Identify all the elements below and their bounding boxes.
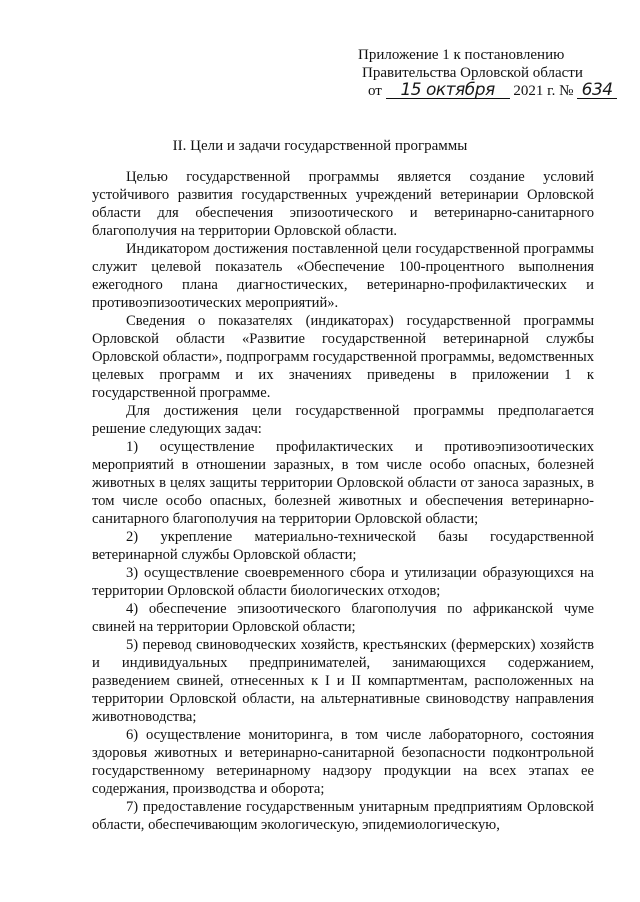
date-number-line (354, 80, 613, 100)
task-item: 6) осуществление мониторинга, в том числе лабораторного, состояния здоровья животных и ветеринарно-санитарной безопасности подконтрольной государственному ветеринарному надзору продукции на всех этапах ее содержания, производства и оборота; (92, 727, 594, 797)
task-item: 5) перевод свиноводческих хозяйств, крестьянских (фермерских) хозяйств и индивидуальных предпринимателей, занимающихся содержанием, разведением свиней, отнесенных к I и II компартментам, расположенных на территории Орловской области, на альтернативные свиноводству направления животноводства; (92, 637, 594, 725)
government-line: Правительства Орловской области (362, 65, 583, 81)
task-item: 2) укрепление материально-технической базы государственной ветеринарной службы Орловской области; (92, 529, 594, 563)
handwritten-number: 634 (577, 82, 617, 99)
appendix-header (354, 46, 613, 100)
paragraph: Целью государственной программы является создание условий устойчивого развития государственных учреждений ветеринарии Орловской области для обеспечения эпизоотического и ветеринарно-санитарного благополучия на территории Орловской области. (92, 169, 594, 239)
task-item: 1) осуществление профилактических и противоэпизоотических мероприятий в отношении заразных, в том числе особо опасных, болезней животных в целях защиты территории Орловской области от заноса заразных, в том числе особо опасных, болезней животных и обеспечения ветеринарно-санитарного благополучия на территории Орловской области; (92, 439, 594, 527)
handwritten-date: 15 октября (386, 82, 510, 99)
task-item: 3) осуществление своевременного сбора и утилизации образующихся на территории Орловской области биологических отходов; (92, 565, 594, 599)
paragraph: Индикатором достижения поставленной цели государственной программы служит целевой показатель «Обеспечение 100-процентного выполнения ежегодного плана диагностических, ветеринарно-профилактических и противоэпизоотических мероприятий». (92, 241, 594, 311)
paragraph: Для достижения цели государственной программы предполагается решение следующих задач: (92, 403, 594, 437)
task-item: 4) обеспечение эпизоотического благополучия по африканской чуме свиней на территории Орловской области; (92, 601, 594, 635)
paragraph: Сведения о показателях (индикаторах) государственной программы Орловской области «Развитие государственной ветеринарной службы Орловской области», подпрограмм государственной программы, ведомственных целевых программ и их значениях приведены в приложении 1 к государственной программе. (92, 313, 594, 401)
date-prefix: от (368, 83, 382, 99)
task-item: 7) предоставление государственным унитарным предприятиям Орловской области, обеспечивающим экологическую, эпидемиологическую, (92, 799, 594, 833)
year-label: 2021 г. № (513, 83, 574, 99)
appendix-line: Приложение 1 к постановлению (358, 47, 565, 63)
section-title: II. Цели и задачи государственной программы (172, 138, 468, 154)
document-body (92, 168, 594, 834)
